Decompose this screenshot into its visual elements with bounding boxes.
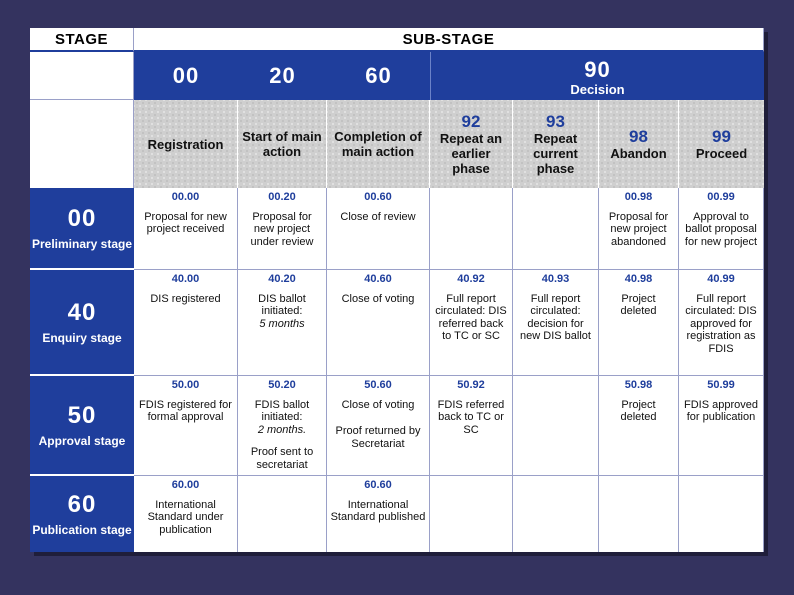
- cell-00-99: 00.99 Approval to ballot proposal for new project: [679, 188, 764, 270]
- cell-00-60: 00.60 Close of review: [327, 188, 430, 270]
- cell-50-00: 50.00 FDIS registered for formal approval: [134, 376, 238, 476]
- cell-60-99: [679, 476, 764, 552]
- cell-40-00: 40.00 DIS registered: [134, 270, 238, 376]
- cell-60-60: 60.60 International Standard published: [327, 476, 430, 552]
- cell-60-92: [430, 476, 513, 552]
- cell-00-98: 00.98 Proposal for new project abandoned: [599, 188, 679, 270]
- cell-50-99: 50.99 FDIS approved for publication: [679, 376, 764, 476]
- cell-40-60: 40.60 Close of voting: [327, 270, 430, 376]
- stage-60: 60 Publication stage: [30, 476, 134, 552]
- cell-40-92: 40.92 Full report circulated: DIS referred back to TC or SC: [430, 270, 513, 376]
- decision-label: Decision: [570, 81, 625, 97]
- column-header-registration: Registration: [134, 100, 238, 188]
- column-header-completion-main-action: Completion of main action: [327, 100, 430, 188]
- column-header-proceed: 99 Proceed: [679, 100, 764, 188]
- column-header-repeat-earlier-phase: 92 Repeat an earlier phase: [430, 100, 513, 188]
- cell-50-20: 50.20 FDIS ballot initiated: 2 months. Proof sent to secretariat: [238, 376, 327, 476]
- cell-40-93: 40.93 Full report circulated: decision for new DIS ballot: [513, 270, 599, 376]
- cell-00-20: 00.20 Proposal for new project under review: [238, 188, 327, 270]
- cell-40-99: 40.99 Full report circulated: DIS approved for registration as FDIS: [679, 270, 764, 376]
- column-header-repeat-current-phase: 93 Repeat current phase: [513, 100, 599, 188]
- stage-header: STAGE: [30, 28, 134, 52]
- stage-table: [30, 28, 764, 552]
- cell-60-00: 60.00 International Standard under publication: [134, 476, 238, 552]
- cell-40-98: 40.98 Project deleted: [599, 270, 679, 376]
- stage-00: 00 Preliminary stage: [30, 188, 134, 270]
- decision-group: [431, 54, 764, 100]
- substage-header: SUB-STAGE: [134, 28, 764, 52]
- substage-code-60: 60: [365, 63, 392, 88]
- blank-corner-bottom: [30, 100, 134, 188]
- cell-50-98: 50.98 Project deleted: [599, 376, 679, 476]
- cell-60-93: [513, 476, 599, 552]
- cell-40-20: 40.20 DIS ballot initiated: 5 months: [238, 270, 327, 376]
- stage-40: 40 Enquiry stage: [30, 270, 134, 376]
- cell-00-93: [513, 188, 599, 270]
- cell-50-92: 50.92 FDIS referred back to TC or SC: [430, 376, 513, 476]
- substage-code-00: 00: [172, 63, 200, 88]
- cell-00-92: [430, 188, 513, 270]
- stage-50: 50 Approval stage: [30, 376, 134, 476]
- decision-code: 90: [584, 56, 611, 82]
- column-header-start-main-action: Start of main action: [238, 100, 327, 188]
- cell-60-20: [238, 476, 327, 552]
- cell-50-60: 50.60 Close of voting Proof returned by Secretariat: [327, 376, 430, 476]
- cell-00-00: 00.00 Proposal for new project received: [134, 188, 238, 270]
- blank-corner-top: [30, 52, 134, 100]
- column-header-abandon: 98 Abandon: [599, 100, 679, 188]
- cell-60-98: [599, 476, 679, 552]
- cell-50-93: [513, 376, 599, 476]
- substage-code-20: 20: [269, 63, 296, 88]
